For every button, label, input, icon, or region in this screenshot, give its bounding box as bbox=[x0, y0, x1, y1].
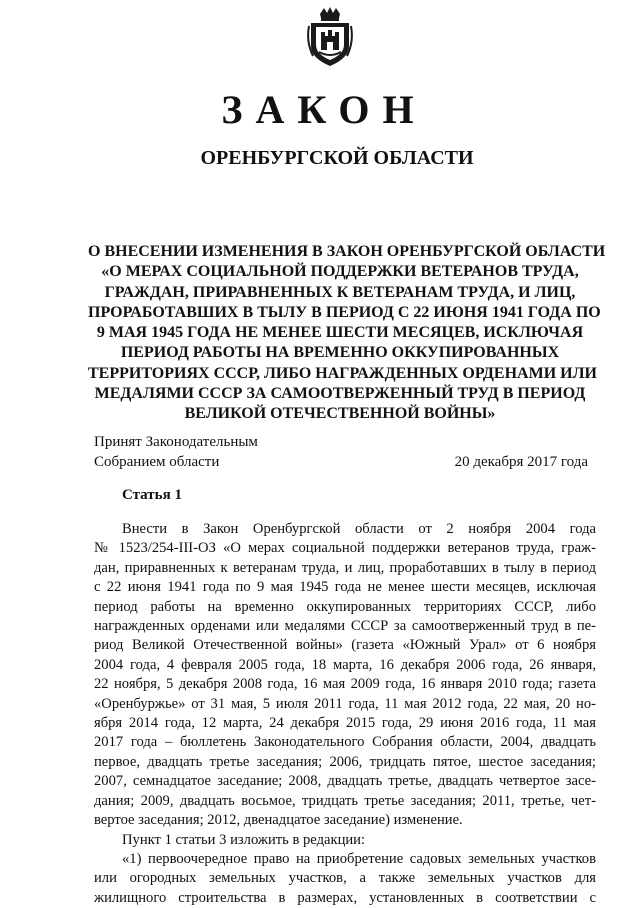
heading-line: 9 МАЯ 1945 ГОДА НЕ МЕНЕЕ ШЕСТИ МЕСЯЦЕВ, ИСКЛЮЧАЯ bbox=[96, 324, 584, 342]
body-line: 2004 года, 4 февраля 2005 года, 18 марта, 16 декабря 2006 года, 26 января, bbox=[94, 656, 596, 673]
body-line: риод Великой Отечественной войны» (газета «Южный Урал» от 6 ноября bbox=[94, 637, 596, 654]
heading-line: ВЕЛИКОЙ ОТЕЧЕСТВЕННОЙ ВОЙНЫ» bbox=[184, 405, 496, 423]
body-line: или огородных земельных участков, а также земельных участков для bbox=[94, 870, 596, 887]
article-body bbox=[94, 520, 596, 908]
body-line: 2017 года – бюллетень Законодательного Собрания области, 2004, двадцать bbox=[94, 734, 596, 751]
body-line: первое, двадцать третье заседания; 2006, тридцать пятое, шестое заседания; bbox=[94, 753, 596, 770]
heading-line: ТЕРРИТОРИЯХ СССР, ЛИБО НАГРАЖДЕННЫХ ОРДЕНАМИ ИЛИ bbox=[88, 364, 597, 382]
heading-line: МЕДАЛЯМИ СССР ЗА САМООТВЕРЖЕННЫЙ ТРУД В ПЕРИОД bbox=[94, 385, 586, 403]
body-line: дания; 2009, двадцать восьмое, тридцать третье заседания; 2011, третье, чет- bbox=[94, 792, 596, 809]
body-line: жилищного строительства в размерах, установленных в соответствии с bbox=[94, 889, 596, 906]
body-line: «Оренбуржье» от 31 мая, 5 июля 2011 года, 11 мая 2012 года, 22 мая, 20 но- bbox=[94, 695, 596, 712]
law-title: ЗАКОН bbox=[221, 87, 427, 132]
region-title: ОРЕНБУРГСКОЙ ОБЛАСТИ bbox=[200, 147, 474, 169]
heading-line: О ВНЕСЕНИИ ИЗМЕНЕНИЯ В ЗАКОН ОРЕНБУРГСКОЙ ОБЛАСТИ bbox=[88, 243, 606, 260]
body-line: 2007, семнадцатое заседание; 2008, двадцать третье, двадцать четвертое засе- bbox=[94, 773, 596, 790]
body-line: ября 2014 года, 12 марта, 24 декабря 2015 года, 29 июня 2016 года, 11 мая bbox=[94, 715, 596, 732]
heading-line: «О МЕРАХ СОЦИАЛЬНОЙ ПОДДЕРЖКИ ВЕТЕРАНОВ ТРУДА, bbox=[101, 263, 579, 281]
adoption-line: Принят Законодательным bbox=[94, 434, 258, 450]
law-heading bbox=[88, 242, 606, 425]
coat-of-arms-icon bbox=[305, 6, 355, 68]
body-line: Пункт 1 статьи 3 изложить в редакции: bbox=[122, 831, 366, 848]
adoption-date: 20 декабря 2017 года bbox=[454, 454, 588, 470]
body-line: дан, приравненных к ветеранам труда, и лиц, проработавших в тылу в период bbox=[94, 559, 596, 576]
article-title: Статья 1 bbox=[122, 487, 182, 503]
body-line: награжденных орденами или медалями СССР за самоотверженный труд в пе- bbox=[94, 618, 596, 635]
body-line: «1) первоочередное право на приобретение садовых земельных участков bbox=[122, 850, 596, 867]
body-line: Внести в Закон Оренбургской области от 2 ноября 2004 года bbox=[122, 521, 596, 537]
body-line: 22 ноября, 5 декабря 2008 года, 16 мая 2009 года, 16 января 2010 года; газета bbox=[94, 676, 596, 693]
body-line: вертое заседания; 2012, двенадцатое заседание) изменение. bbox=[94, 812, 463, 829]
heading-line: ПЕРИОД РАБОТЫ НА ВРЕМЕННО ОККУПИРОВАННЫХ bbox=[120, 344, 560, 362]
body-line: с 22 июня 1941 года по 9 мая 1945 года не менее шести месяцев, исключая bbox=[94, 579, 596, 596]
adoption-block bbox=[94, 432, 258, 472]
heading-line: ПРОРАБОТАВШИХ В ТЫЛУ В ПЕРИОД С 22 ИЮНЯ 1941 ГОДА ПО bbox=[88, 303, 601, 321]
heading-line: ГРАЖДАН, ПРИРАВНЕННЫХ К ВЕТЕРАНАМ ТРУДА, И ЛИЦ, bbox=[104, 283, 576, 301]
adoption-line: Собранием области bbox=[94, 454, 220, 470]
body-line: № 1523/254-III-ОЗ «О мерах социальной поддержки ветеранов труда, граж- bbox=[94, 540, 596, 557]
body-line: период работы на временно оккупированных территориях СССР, либо bbox=[94, 598, 596, 615]
